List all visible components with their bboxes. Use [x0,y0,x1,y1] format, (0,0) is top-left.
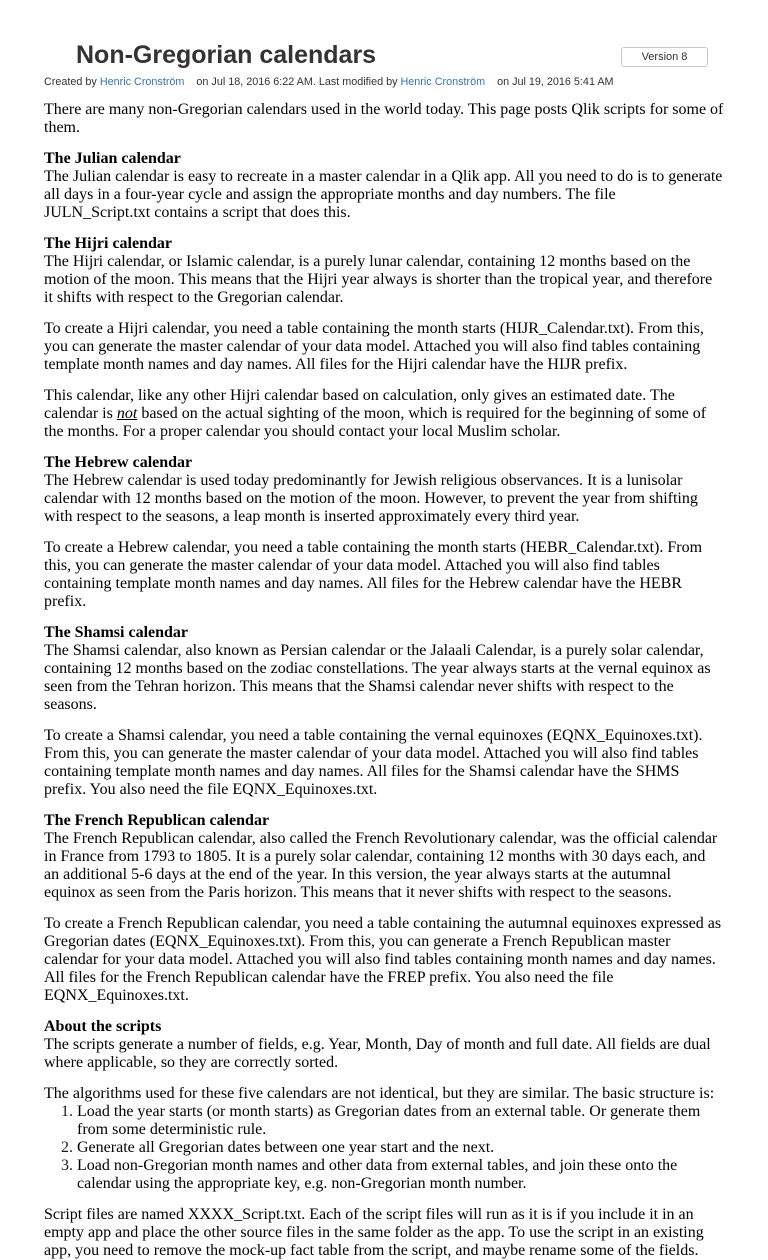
page-body [44,101,724,1260]
modifier-link[interactable]: Henric Cronström [400,76,486,88]
hebrew-heading: The Hebrew calendar [44,454,193,471]
hebrew-paragraph-2: To create a Hebrew calendar, you need a table containing the month starts (HEBR_Calendar.txt). From this, you can generate the master calendar of your data model. Attached you will also find tables containing template month names and day names. All files for the Hebrew calendar have the HEBR prefix. [44,539,703,610]
page-title: Non-Gregorian calendars [76,41,377,69]
french-paragraph-2: To create a French Republican calendar, you need a table containing the autumnal equinoxes expressed as Gregorian dates (EQNX_Equinoxes.txt). From this, you can generate a French Republican master calendar for your data model. Attached you will also find tables containing month names and day names. All files for the French Republican calendar have the FREP prefix. You also need the file EQNX_Equinoxes.txt. [44,915,722,1004]
version-button[interactable]: Version 8 [621,47,708,67]
shamsi-heading: The Shamsi calendar [44,624,189,641]
list-item: 2. Generate all Gregorian dates between one year start and the next. [77,1139,724,1157]
french-paragraph-1: The French Republican calendar, also called the French Revolutionary calendar, was the official calendar in France from 1793 to 1805. It is a purely solar calendar, containing 12 months with 30 days each, and an additional 5-6 days at the end of the year. In this version, the year always starts at the autumnal equinox as seen from the Paris horizon. This means that it never shifts with respect to the seasons. [44,830,718,901]
about-paragraph-1: The scripts generate a number of fields, e.g. Year, Month, Day of month and full date. All fields are dual where applicable, so they are correctly sorted. [44,1036,711,1071]
about-heading: About the scripts [44,1018,162,1035]
hijri-paragraph-2: To create a Hijri calendar, you need a table containing the month starts (HIJR_Calendar.txt). From this, you can generate the master calendar of your data model. Attached you will also find tables containing template month names and day names. All files for the Hijri calendar have the HIJR prefix. [44,320,704,373]
steps-list [44,1103,724,1193]
julian-heading: The Julian calendar [44,150,181,167]
modified-date: on Jul 19, 2016 5:41 AM [497,76,614,88]
shamsi-paragraph-2: To create a Shamsi calendar, you need a table containing the vernal equinoxes (EQNX_Equinoxes.txt). From this, you can generate the master calendar of your data model. Attached you will also find tables containing template month names and day names. All files for the Shamsi calendar have the SHMS prefix. You also need the file EQNX_Equinoxes.txt. [44,727,703,798]
intro-paragraph: There are many non-Gregorian calendars used in the world today. This page posts Qlik scripts for some of them. [44,101,724,136]
hijri-heading: The Hijri calendar [44,235,172,252]
hijri-paragraph-1: The Hijri calendar, or Islamic calendar, is a purely lunar calendar, containing 12 months based on the motion of the moon. This means that the Hijri year always is shorter than the tropical year, and therefore it shifts with respect to the Gregorian calendar. [44,253,713,306]
list-item: 3. Load non-Gregorian month names and other data from external tables, and join these onto the calendar using the appropriate key, e.g. non-Gregorian month number. [77,1157,724,1193]
hijri-p3-start: This calendar, like any other Hijri calendar based on calculation, only gives an estimated date. The calendar is [44,387,675,422]
about-paragraph-2: The algorithms used for these five calendars are not identical, but they are similar. The basic structure is: [44,1085,715,1102]
julian-paragraph: The Julian calendar is easy to recreate in a master calendar in a Qlik app. All you need to do is to generate all days in a four-year cycle and assign the appropriate months and day numbers. The file JULN_Script.txt contains a script that does this. [44,168,723,221]
creator-link[interactable]: Henric Cronström [99,76,185,88]
hijri-p3-emphasis: not [116,405,138,422]
hijri-p3-end: based on the actual sighting of the moon, which is required for the beginning of some of the months. For a proper calendar you should contact your local Muslim scholar. [44,405,707,440]
page-metadata [44,75,656,89]
french-heading: The French Republican calendar [44,812,270,829]
list-item: 1. Load the year starts (or month starts) as Gregorian dates from an external table. Or generate them from some deterministic rule. [77,1103,724,1139]
created-date: on Jul 18, 2016 6:22 AM. Last modified by [196,76,398,88]
hijri-paragraph-3 [44,387,724,441]
about-paragraph-3: Script files are named XXXX_Script.txt. Each of the script files will run as it is if you include it in an empty app and place the other source files in the same folder as the app. To use the script in an existing app, you need to remove the mock-up fact table from the script, and maybe rename some of the fields. [44,1206,704,1259]
shamsi-paragraph-1: The Shamsi calendar, also known as Persian calendar or the Jalaali Calendar, is a purely solar calendar, containing 12 months based on the zodiac constellations. The year always starts at the vernal equinox as seen from the Tehran horizon. This means that the Shamsi calendar never shifts with respect to the seasons. [44,642,711,713]
created-by-label: Created by [44,76,97,88]
hebrew-paragraph-1: The Hebrew calendar is used today predominantly for Jewish religious observances. It is a lunisolar calendar with 12 months based on the motion of the moon. However, to prevent the year from shifting with respect to the seasons, a leap month is inserted approximately every third year. [44,472,698,525]
